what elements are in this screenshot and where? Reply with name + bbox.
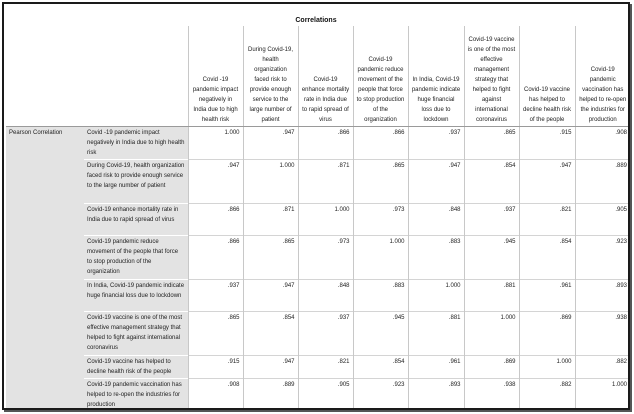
row-label: Covid -19 pandemic impact negatively in India due to high health risk	[84, 126, 188, 159]
table-row	[6, 203, 630, 235]
column-header: During Covid-19, health organization faced risk to provide enough service to the large number of patient	[243, 26, 298, 126]
table-cell: .973	[298, 235, 353, 279]
row-label: Covid-19 pandemic vaccination has helped to re-open the industries for production	[84, 378, 188, 410]
table-cell: .937	[408, 126, 464, 159]
column-header: Covid-19 vaccine is one of the most effective management strategy that helped to fight against international coronavirus	[464, 26, 519, 126]
table-cell: 1.000	[575, 378, 630, 410]
table-cell: .821	[298, 355, 353, 378]
table-cell: .854	[519, 235, 575, 279]
table-cell: .889	[575, 159, 630, 203]
table-cell: .889	[243, 378, 298, 410]
table-cell: 1.000	[243, 159, 298, 203]
table-cell: .908	[575, 126, 630, 159]
table-cell: .865	[464, 126, 519, 159]
table-cell: .869	[464, 355, 519, 378]
table-cell: .937	[298, 311, 353, 355]
table-cell: .882	[519, 378, 575, 410]
table-cell: .905	[298, 378, 353, 410]
table-cell: .854	[353, 355, 408, 378]
table-cell: .869	[519, 311, 575, 355]
table-cell: .961	[519, 279, 575, 311]
table-cell: .947	[243, 126, 298, 159]
table-cell: .923	[575, 235, 630, 279]
table-row	[6, 235, 630, 279]
table-cell: .866	[188, 235, 243, 279]
table-cell: .905	[575, 203, 630, 235]
table-cell: 1.000	[353, 235, 408, 279]
table-cell: .871	[243, 203, 298, 235]
table-cell: 1.000	[464, 311, 519, 355]
table-cell: .961	[408, 355, 464, 378]
header-corner-2	[84, 26, 188, 126]
table-cell: .947	[408, 159, 464, 203]
table-cell: .883	[408, 235, 464, 279]
table-cell: 1.000	[298, 203, 353, 235]
table-cell: .871	[298, 159, 353, 203]
table-cell: .848	[408, 203, 464, 235]
table-row	[6, 355, 630, 378]
table-cell: .865	[353, 159, 408, 203]
table-row	[6, 126, 630, 159]
column-header: In India, Covid-19 pandemic indicate huge financial loss due to lockdown	[408, 26, 464, 126]
table-row	[6, 279, 630, 311]
table-cell: .881	[464, 279, 519, 311]
table-cell: .821	[519, 203, 575, 235]
table-row	[6, 311, 630, 355]
table-cell: .973	[353, 203, 408, 235]
table-cell: .882	[575, 355, 630, 378]
table-cell: .947	[519, 159, 575, 203]
column-header: Covid-19 enhance mortality rate in India due to rapid spread of virus	[298, 26, 353, 126]
table-cell: .937	[188, 279, 243, 311]
table-cell: .938	[464, 378, 519, 410]
table-cell: .881	[408, 311, 464, 355]
table-cell: .947	[243, 279, 298, 311]
table-cell: .893	[575, 279, 630, 311]
table-cell: .866	[188, 203, 243, 235]
correlations-table	[6, 26, 630, 410]
table-cell: .883	[353, 279, 408, 311]
table-cell: .915	[519, 126, 575, 159]
column-header: Covid-19 pandemic reduce movement of the people that force to stop production of the organization	[353, 26, 408, 126]
column-header: Covid-19 vaccine has helped to decline health risk of the people	[519, 26, 575, 126]
header-row	[6, 26, 630, 126]
row-label: Covid-19 vaccine has helped to decline health risk of the people	[84, 355, 188, 378]
table-row	[6, 159, 630, 203]
table-cell: .938	[575, 311, 630, 355]
table-cell: 1.000	[188, 126, 243, 159]
table-cell: .854	[243, 311, 298, 355]
statistic-label: Pearson Correlation	[6, 126, 84, 410]
table-cell: .865	[188, 311, 243, 355]
table-cell: .848	[298, 279, 353, 311]
row-label: During Covid-19, health organization faced risk to provide enough service to the large number of patient	[84, 159, 188, 203]
table-cell: .908	[188, 378, 243, 410]
row-label: Covid-19 vaccine is one of the most effective management strategy that helped to fight against international coronavirus	[84, 311, 188, 355]
table-cell: 1.000	[408, 279, 464, 311]
table-cell: .947	[243, 355, 298, 378]
row-label: Covid-19 enhance mortality rate in India due to rapid spread of virus	[84, 203, 188, 235]
table-cell: 1.000	[519, 355, 575, 378]
column-header: Covid -19 pandemic impact negatively in India due to high health risk	[188, 26, 243, 126]
column-header: Covid-19 pandemic vaccination has helped to re-open the industries for production	[575, 26, 630, 126]
table-cell: .866	[353, 126, 408, 159]
table-cell: .945	[353, 311, 408, 355]
table-cell: .866	[298, 126, 353, 159]
table-cell: .947	[188, 159, 243, 203]
table-cell: .915	[188, 355, 243, 378]
table-cell: .937	[464, 203, 519, 235]
row-label: In India, Covid-19 pandemic indicate huge financial loss due to lockdown	[84, 279, 188, 311]
table-row	[6, 378, 630, 410]
correlations-table-frame	[2, 2, 630, 410]
table-cell: .923	[353, 378, 408, 410]
table-cell: .945	[464, 235, 519, 279]
table-cell: .865	[243, 235, 298, 279]
table-cell: .893	[408, 378, 464, 410]
header-corner	[6, 26, 84, 126]
table-title: Correlations	[295, 17, 337, 24]
row-label: Covid-19 pandemic reduce movement of the people that force to stop production of the organization	[84, 235, 188, 279]
table-cell: .854	[464, 159, 519, 203]
